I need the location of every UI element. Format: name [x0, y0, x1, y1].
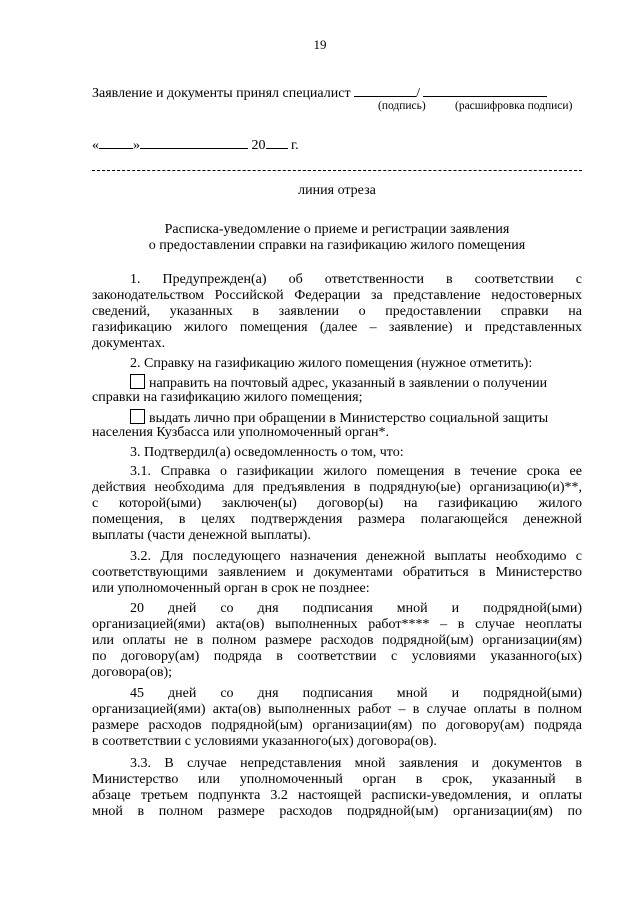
- date-line: [92, 136, 299, 154]
- decoding-blank: [423, 84, 547, 97]
- close-quote: »: [133, 138, 140, 153]
- separator: /: [416, 86, 420, 101]
- body-line: абзаце третьем подпункта 3.2 настоящей расписки-уведомления, и оплаты: [92, 788, 582, 803]
- receipt-title-line-1: Расписка-уведомление о приеме и регистрации заявления: [164, 222, 510, 237]
- receipt-title-line-2: о предоставлении справки на газификацию жилого помещения: [148, 238, 526, 253]
- body-line: 3. Подтвердил(а) осведомленность о том, что:: [130, 445, 404, 460]
- body-line: 2. Справку на газификацию жилого помещения (нужное отметить):: [130, 356, 533, 371]
- body-line: или уполномоченный орган в срок не позднее:: [92, 581, 370, 596]
- body-line: организацией(ями) акта(ов) выполненных работ – в случае оплаты в полном: [92, 702, 582, 717]
- page-number: 19: [313, 37, 327, 52]
- body-line: законодательством Российской Федерации за представление недостоверных: [92, 288, 582, 303]
- body-line: 3.2. Для последующего назначения денежной выплаты необходимо с: [130, 549, 582, 564]
- body-line: договора(ов);: [92, 665, 173, 680]
- signature-caption: (подпись): [378, 100, 426, 112]
- body-line: с которой(ыми) заключен(ы) договор(ы) на газификацию жилого: [92, 496, 582, 511]
- body-line: организацией(ями) акта(ов) выполненных работ**** – в случае неоплаты: [92, 617, 582, 632]
- body-line: газификацию жилого помещения (далее – заявление) и представленных: [92, 320, 582, 335]
- body-line: мной в полном размере расходов подрядной(ым) организации(ям) по: [92, 804, 582, 819]
- body-line: 20 дней со дня подписания мной и подрядной(ыми): [130, 601, 582, 616]
- day-blank: [99, 136, 133, 149]
- body-line: населения Кузбасса или уполномоченный орган*.: [92, 425, 389, 440]
- cut-line: [92, 170, 582, 171]
- body-line: или оплаты не в полном размере расходов подрядной(ым) организации(ям): [92, 633, 582, 648]
- body-line: соответствующими заявлением и документами обратиться в Министерство: [92, 565, 582, 580]
- body-line: направить на почтовый адрес, указанный в заявлении о получении: [149, 376, 548, 391]
- signature-blank: [354, 84, 416, 97]
- body-line: выплаты (части денежной выплаты).: [92, 528, 311, 543]
- month-blank: [140, 136, 248, 149]
- cut-line-label: линия отреза: [298, 183, 376, 198]
- body-line: 3.1. Справка о газификации жилого помещения в течение срока ее: [130, 464, 582, 479]
- body-line: 45 дней со дня подписания мной и подрядной(ыми): [130, 686, 582, 701]
- body-line: Министерство или уполномоченный орган в срок, указанный в: [92, 772, 582, 787]
- open-quote: «: [92, 138, 99, 153]
- body-line: справки на газификацию жилого помещения;: [92, 390, 363, 405]
- decoding-caption: (расшифровка подписи): [455, 100, 573, 112]
- year-suffix: г.: [291, 138, 299, 153]
- body-line: в соответствии с условиями указанного(ых) договора(ов).: [92, 734, 437, 749]
- body-line: помещения, в целях подтверждения размера полагающейся денежной: [92, 512, 582, 527]
- body-line: документах.: [92, 336, 166, 351]
- body-line: 1. Предупрежден(а) об ответственности в соответствии с: [130, 272, 582, 287]
- body-line: размере расходов подрядной(ым) организации(ям) по договору(ам) подряда: [92, 718, 582, 733]
- in-person-checkbox[interactable]: [130, 409, 145, 424]
- body-line: выдать лично при обращении в Министерство социальной защиты: [149, 411, 549, 426]
- body-line: действия необходима для предъявления в подрядную(ые) организацию(и)**,: [92, 480, 582, 495]
- postal-checkbox[interactable]: [130, 374, 145, 389]
- year-blank: [266, 136, 288, 149]
- body-line: сведений, указанных в заявлении о предоставлении справки на: [92, 304, 582, 319]
- year-prefix: 20: [251, 138, 266, 153]
- body-line: 3.3. В случае непредставления мной заявления и документов в: [130, 756, 582, 771]
- acceptance-label: Заявление и документы принял специалист: [92, 86, 351, 101]
- body-line: по договору(ам) подряда в соответствии с условиями указанного(ых): [92, 649, 582, 664]
